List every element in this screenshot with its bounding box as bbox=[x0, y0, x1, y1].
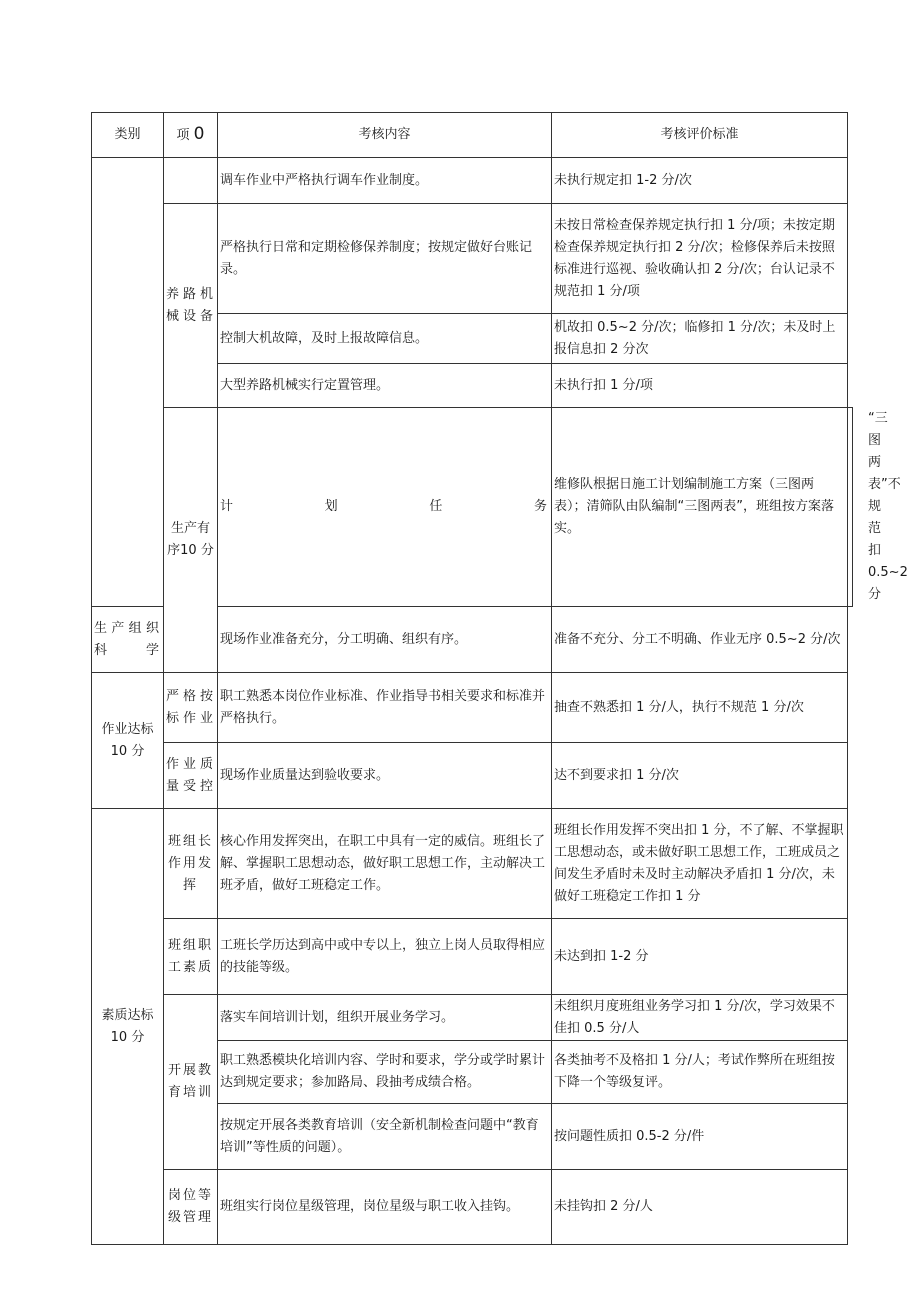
standard-cell: 各类抽考不及格扣 1 分/人；考试作弊所在班组按下降一个等级复评。 bbox=[552, 1041, 848, 1104]
table-row bbox=[92, 809, 853, 919]
category-production bbox=[164, 408, 218, 673]
table-row bbox=[92, 158, 853, 204]
item-quality-control: 作业质量受控 bbox=[164, 743, 218, 809]
table-row bbox=[92, 204, 853, 314]
category-score: 10 分 bbox=[180, 543, 214, 558]
header-item-label: 项 bbox=[176, 128, 190, 143]
content-cell: 调车作业中严格执行调车作业制度。 bbox=[218, 158, 552, 204]
content-cell: 现场作业准备充分，分工明确、组织有序。 bbox=[218, 607, 552, 673]
content-cell: 核心作用发挥突出，在职工中具有一定的威信。班组长了解、掌握职工思想动态，做好职工思想工作，主动解决工班矛盾，做好工班稳定工作。 bbox=[218, 809, 552, 919]
standard-cell: 未组织月度班组业务学习扣 1 分/次，学习效果不佳扣 0.5 分/人 bbox=[552, 995, 848, 1041]
category-quality bbox=[92, 809, 164, 1245]
standard-cell: 达不到要求扣 1 分/次 bbox=[552, 743, 848, 809]
standard-cell: 准备不充分、分工不明确、作业无序 0.5~2 分/次 bbox=[552, 607, 848, 673]
category-operation bbox=[92, 673, 164, 809]
content-cell: 按规定开展各类教育培训（安全新机制检查问题中“教育培训”等性质的问题）。 bbox=[218, 1104, 552, 1170]
header-category: 类别 bbox=[92, 113, 164, 158]
content-cell: 班组实行岗位星级管理，岗位星级与职工收入挂钩。 bbox=[218, 1170, 552, 1245]
item-by-standard: 严格按标作业 bbox=[164, 673, 218, 743]
standard-cell: 未挂钩扣 2 分/人 bbox=[552, 1170, 848, 1245]
standard-cell: 班组长作用发挥不突出扣 1 分，不了解、不掌握职工思想动态，或未做好职工思想工作，工班成员之间发生矛盾时未及时主动解决矛盾扣 1 分/次，未做好工班稳定工作扣 1 分 bbox=[552, 809, 848, 919]
item-organization: 生产组织科学 bbox=[92, 607, 164, 673]
table-row bbox=[92, 408, 853, 607]
standard-cell: 未达到扣 1-2 分 bbox=[552, 919, 848, 995]
header-item-number: 0 bbox=[193, 124, 205, 144]
header-item bbox=[164, 113, 218, 158]
assessment-table bbox=[91, 112, 908, 1245]
item-leader-role: 班组长作用发挥 bbox=[164, 809, 218, 919]
category-score: 10 分 bbox=[110, 743, 145, 759]
item-staff-quality: 班组职工素质 bbox=[164, 919, 218, 995]
standard-cell: 未执行扣 1 分/项 bbox=[552, 364, 848, 408]
table-row bbox=[92, 673, 853, 743]
table-row bbox=[92, 995, 853, 1041]
standard-cell: 未执行规定扣 1-2 分/次 bbox=[552, 158, 848, 204]
standard-cell: 抽查不熟悉扣 1 分/人，执行不规范 1 分/次 bbox=[552, 673, 848, 743]
content-cell: 职工熟悉模块化培训内容、学时和要求，学分或学时累计达到规定要求；参加路局、段抽考成绩合格。 bbox=[218, 1041, 552, 1104]
item-cell-empty bbox=[164, 158, 218, 204]
category-cell-empty bbox=[92, 158, 164, 607]
table-row bbox=[92, 919, 853, 995]
content-cell: 严格执行日常和定期检修保养制度；按规定做好台账记录。 bbox=[218, 204, 552, 314]
item-plan: 计划任务 bbox=[218, 408, 552, 607]
item-machinery: 养路机械设备 bbox=[164, 204, 218, 408]
content-cell: 职工熟悉本岗位作业标准、作业指导书相关要求和标准并严格执行。 bbox=[218, 673, 552, 743]
standard-cell: 未按日常检查保养规定执行扣 1 分/项；未按定期检查保养规定执行扣 2 分/次；检修保养后未按照标准进行巡视、验收确认扣 2 分/次；台认记录不规范扣 1 分/项 bbox=[552, 204, 848, 314]
header-row bbox=[92, 113, 853, 158]
category-label: 素质达标 bbox=[101, 1007, 154, 1023]
item-training: 开展教育培训 bbox=[164, 995, 218, 1170]
table-row bbox=[92, 1170, 853, 1245]
header-content: 考核内容 bbox=[218, 113, 552, 158]
content-cell: 维修队根据日施工计划编制施工方案（三图两表）；清筛队由队编制“三图两表”，班组按方案落实。 bbox=[552, 408, 848, 607]
category-label: 作业达标 bbox=[101, 721, 154, 737]
standard-cell: 按问题性质扣 0.5-2 分/件 bbox=[552, 1104, 848, 1170]
item-grade-mgmt: 岗位等级管理 bbox=[164, 1170, 218, 1245]
standard-cell: “三图两表”不规范扣 0.5~2 分 bbox=[848, 408, 853, 607]
category-label: 生产有序 bbox=[167, 521, 210, 558]
content-cell: 大型养路机械实行定置管理。 bbox=[218, 364, 552, 408]
content-cell: 现场作业质量达到验收要求。 bbox=[218, 743, 552, 809]
header-standard: 考核评价标准 bbox=[552, 113, 848, 158]
content-cell: 落实车间培训计划，组织开展业务学习。 bbox=[218, 995, 552, 1041]
category-score: 10 分 bbox=[110, 1029, 145, 1045]
content-cell: 控制大机故障，及时上报故障信息。 bbox=[218, 314, 552, 364]
content-cell: 工班长学历达到高中或中专以上，独立上岗人员取得相应的技能等级。 bbox=[218, 919, 552, 995]
table-row bbox=[92, 743, 853, 809]
standard-cell: 机故扣 0.5~2 分/次；临修扣 1 分/次；未及时上报信息扣 2 分次 bbox=[552, 314, 848, 364]
